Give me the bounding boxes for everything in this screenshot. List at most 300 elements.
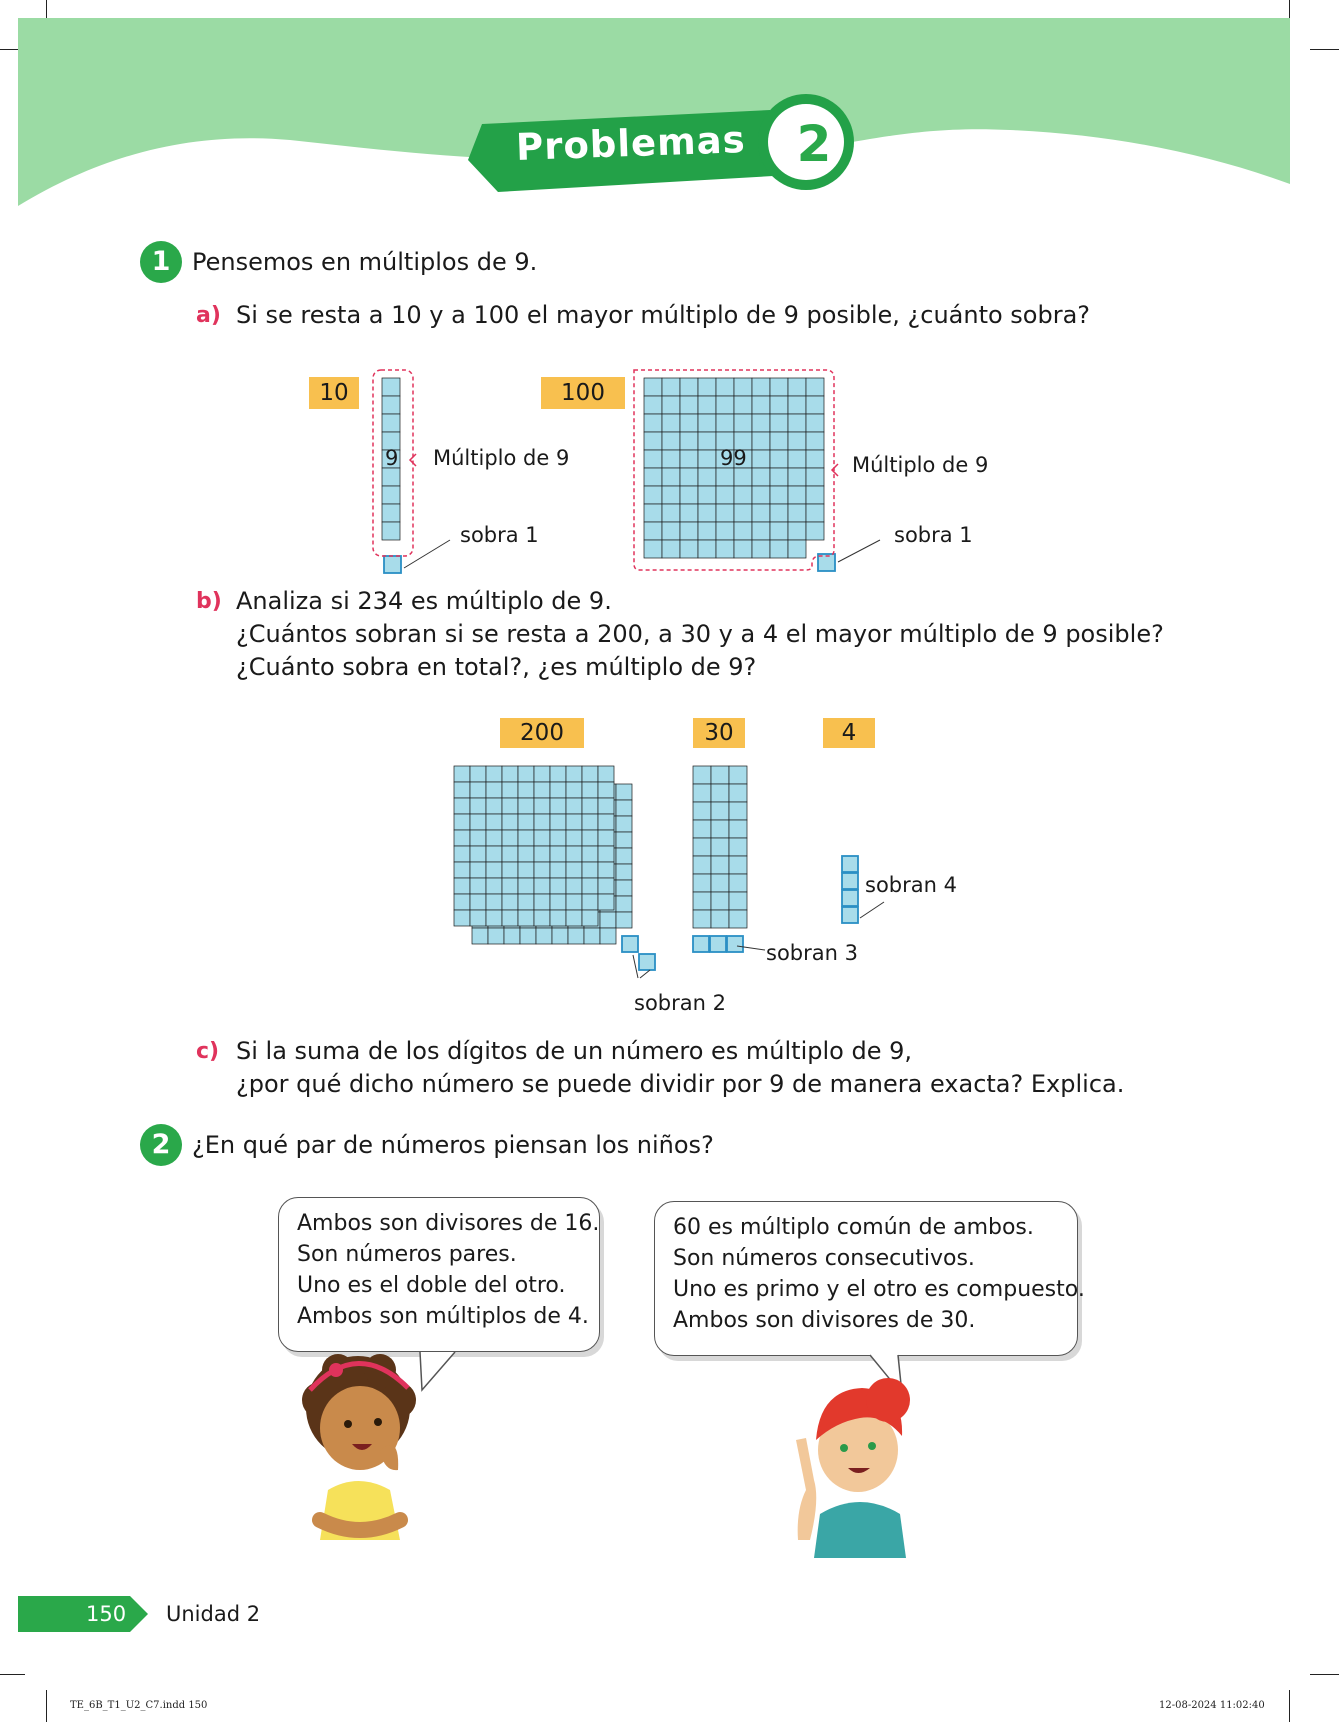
speech-bubble-left: [278, 1197, 600, 1352]
unit-block: [711, 838, 729, 856]
unit-block: [788, 540, 806, 558]
unit-block: [454, 766, 470, 782]
unit-block: [662, 468, 680, 486]
unit-block: [486, 910, 502, 926]
unit-block: [502, 798, 518, 814]
date-slug: 12-08-2024 11:02:40: [1159, 1700, 1265, 1711]
unit-block: [770, 468, 788, 486]
unit-block: [711, 856, 729, 874]
unit-block: [729, 892, 747, 910]
unit-block: [644, 414, 662, 432]
remainder-label-hundred: sobra 1: [894, 523, 973, 547]
bubble-line: Uno es el doble del otro.: [297, 1273, 566, 1298]
unit-block: [566, 782, 582, 798]
unit-block: [566, 766, 582, 782]
unit-block: [616, 896, 632, 912]
unit-block: [698, 414, 716, 432]
unit-block: [454, 830, 470, 846]
unit-block: [716, 414, 734, 432]
unit-block: [566, 814, 582, 830]
remainder-block: [842, 873, 858, 889]
unit-block: [716, 504, 734, 522]
unit-block: [598, 782, 614, 798]
unit-block: [616, 912, 632, 928]
unit-block: [598, 878, 614, 894]
unit-block: [716, 486, 734, 504]
remainder-block: [639, 954, 655, 970]
unit-block: [716, 540, 734, 558]
unit-block: [582, 830, 598, 846]
unit-block: [734, 504, 752, 522]
bar-value: 9: [385, 446, 399, 470]
unit-block: [711, 766, 729, 784]
remainder-label-four: sobran 4: [865, 873, 957, 897]
unit-block: [711, 802, 729, 820]
unit-block: [644, 396, 662, 414]
unit-block: [598, 830, 614, 846]
sub-letter-b: b): [196, 589, 222, 614]
unit-block: [566, 878, 582, 894]
unit-block: [600, 928, 616, 944]
unit-block: [382, 414, 400, 432]
unit-block: [806, 396, 824, 414]
unit-block: [518, 878, 534, 894]
unit-block: [752, 522, 770, 540]
girl-illustration: [302, 1354, 416, 1540]
title-label: Problemas: [515, 118, 747, 169]
tag-two-hundred: 200: [500, 718, 584, 748]
sub-text-b-line: Analiza si 234 es múltiplo de 9.: [236, 587, 612, 615]
sub-text-a: Si se resta a 10 y a 100 el mayor múltiplo de 9 posible, ¿cuánto sobra?: [236, 301, 1091, 329]
unit-block: [502, 910, 518, 926]
unit-block: [680, 378, 698, 396]
unit-block: [566, 798, 582, 814]
unit-block: [550, 878, 566, 894]
unit-block: [582, 814, 598, 830]
unit-block: [644, 468, 662, 486]
unit-block: [566, 894, 582, 910]
unit-block: [454, 846, 470, 862]
bubble-line: Ambos son múltiplos de 4.: [297, 1304, 589, 1329]
bar-ten: [382, 378, 401, 573]
unit-block: [486, 894, 502, 910]
unit-block: [454, 862, 470, 878]
unit-block: [644, 486, 662, 504]
unit-block: [662, 378, 680, 396]
unit-block: [502, 782, 518, 798]
remainder-label-two-hundred: sobran 2: [634, 991, 726, 1015]
unit-block: [616, 864, 632, 880]
boy-illustration: [796, 1378, 910, 1558]
unit-block: [662, 396, 680, 414]
unit-block: [770, 432, 788, 450]
unit-block: [644, 378, 662, 396]
multiple-label-hundred: Múltiplo de 9: [852, 453, 989, 477]
unit-block: [582, 878, 598, 894]
unit-label: Unidad 2: [166, 1602, 261, 1626]
unit-block: [518, 782, 534, 798]
unit-block: [788, 396, 806, 414]
unit-block: [693, 766, 711, 784]
question-number: 1: [140, 241, 182, 283]
unit-block: [729, 874, 747, 892]
unit-block: [598, 894, 614, 910]
unit-block: [616, 832, 632, 848]
unit-block: [770, 504, 788, 522]
unit-block: [582, 846, 598, 862]
unit-block: [806, 414, 824, 432]
grid-hundred: [644, 378, 835, 571]
unit-block: [662, 432, 680, 450]
sub-text-c-line: ¿por qué dicho número se puede dividir por 9 de manera exacta? Explica.: [236, 1070, 1125, 1098]
unit-block: [502, 878, 518, 894]
bubble-line: 60 es múltiplo común de ambos.: [673, 1215, 1034, 1240]
unit-block: [806, 486, 824, 504]
unit-block: [770, 486, 788, 504]
unit-block: [582, 894, 598, 910]
unit-block: [534, 798, 550, 814]
unit-block: [693, 856, 711, 874]
unit-block: [752, 378, 770, 396]
unit-block: [716, 396, 734, 414]
page-number: 150: [86, 1602, 127, 1626]
unit-block: [788, 450, 806, 468]
unit-block: [502, 862, 518, 878]
unit-block: [788, 522, 806, 540]
unit-block: [662, 504, 680, 522]
remainder-block: [842, 890, 858, 906]
unit-block: [680, 396, 698, 414]
unit-block: [470, 878, 486, 894]
unit-block: [486, 862, 502, 878]
unit-block: [698, 540, 716, 558]
bubble-line: Son números consecutivos.: [673, 1246, 975, 1271]
unit-block: [486, 814, 502, 830]
unit-block: [382, 486, 400, 504]
crop-mark: [1289, 1690, 1290, 1722]
tag-ten: 10: [309, 377, 359, 409]
unit-block: [693, 784, 711, 802]
unit-block: [550, 766, 566, 782]
unit-block: [752, 504, 770, 522]
unit-block: [454, 782, 470, 798]
unit-block: [734, 414, 752, 432]
section-title: [468, 92, 858, 192]
unit-block: [382, 396, 400, 414]
unit-block: [734, 378, 752, 396]
unit-block: [518, 766, 534, 782]
remainder-block: [622, 936, 638, 952]
unit-block: [488, 928, 504, 944]
unit-block: [582, 910, 598, 926]
unit-block: [644, 432, 662, 450]
unit-block: [680, 468, 698, 486]
question-number: 2: [140, 1124, 182, 1166]
unit-block: [693, 874, 711, 892]
unit-block: [382, 522, 400, 540]
unit-block: [502, 846, 518, 862]
page-number-tab: [18, 1596, 148, 1632]
title-number: 2: [796, 115, 832, 173]
unit-block: [568, 928, 584, 944]
remainder-block: [727, 936, 743, 952]
unit-block: [680, 414, 698, 432]
unit-block: [693, 802, 711, 820]
unit-block: [752, 414, 770, 432]
unit-block: [470, 766, 486, 782]
unit-block: [680, 450, 698, 468]
unit-block: [454, 878, 470, 894]
unit-block: [536, 928, 552, 944]
unit-block: [788, 468, 806, 486]
unit-block: [662, 522, 680, 540]
unit-block: [616, 816, 632, 832]
unit-block: [470, 782, 486, 798]
unit-block: [729, 820, 747, 838]
unit-block: [716, 378, 734, 396]
unit-block: [534, 782, 550, 798]
unit-block: [566, 830, 582, 846]
unit-block: [698, 468, 716, 486]
bubble-line: Uno es primo y el otro es compuesto.: [673, 1277, 1085, 1302]
unit-block: [518, 910, 534, 926]
unit-block: [752, 432, 770, 450]
bubble-line: Ambos son divisores de 16.: [297, 1211, 600, 1236]
unit-block: [734, 522, 752, 540]
sub-text-c-line: Si la suma de los dígitos de un número es múltiplo de 9,: [236, 1037, 912, 1065]
multiple-label-ten: Múltiplo de 9: [433, 446, 570, 470]
unit-block: [470, 830, 486, 846]
unit-block: [534, 814, 550, 830]
unit-block: [598, 814, 614, 830]
speech-bubble-right: [654, 1201, 1085, 1356]
unit-block: [806, 468, 824, 486]
unit-block: [693, 838, 711, 856]
unit-block: [582, 782, 598, 798]
unit-block: [680, 486, 698, 504]
bubble-line: Son números pares.: [297, 1242, 517, 1267]
unit-block: [729, 856, 747, 874]
unit-block: [644, 450, 662, 468]
remainder-label-thirty: sobran 3: [766, 941, 858, 965]
unit-block: [711, 874, 729, 892]
unit-block: [752, 450, 770, 468]
sub-text-b-line: ¿Cuántos sobran si se resta a 200, a 30 y a 4 el mayor múltiplo de 9 posible?: [236, 620, 1164, 648]
unit-block: [662, 540, 680, 558]
unit-block: [518, 862, 534, 878]
unit-block: [616, 880, 632, 896]
unit-block: [550, 782, 566, 798]
unit-block: [518, 894, 534, 910]
unit-block: [698, 432, 716, 450]
unit-block: [788, 432, 806, 450]
unit-block: [752, 540, 770, 558]
unit-block: [550, 862, 566, 878]
unit-block: [698, 522, 716, 540]
unit-block: [566, 862, 582, 878]
unit-block: [518, 814, 534, 830]
unit-block: [711, 910, 729, 928]
unit-block: [788, 504, 806, 522]
unit-block: [454, 814, 470, 830]
unit-block: [552, 928, 568, 944]
remainder-label-ten: sobra 1: [460, 523, 539, 547]
unit-block: [454, 910, 470, 926]
unit-block: [734, 486, 752, 504]
tag-hundred: 100: [541, 377, 625, 409]
bubble-line: Ambos son divisores de 30.: [673, 1308, 976, 1333]
unit-block: [518, 830, 534, 846]
unit-block: [752, 468, 770, 486]
unit-block: [680, 504, 698, 522]
unit-block: [486, 878, 502, 894]
unit-block: [698, 450, 716, 468]
unit-block: [470, 894, 486, 910]
remainder-block: [384, 556, 401, 573]
unit-block: [698, 378, 716, 396]
unit-block: [534, 878, 550, 894]
unit-block: [680, 522, 698, 540]
tag-four: 4: [823, 718, 875, 748]
unit-block: [582, 798, 598, 814]
unit-block: [788, 414, 806, 432]
unit-block: [734, 396, 752, 414]
unit-block: [550, 830, 566, 846]
unit-block: [770, 396, 788, 414]
unit-block: [534, 830, 550, 846]
unit-block: [598, 846, 614, 862]
unit-block: [534, 766, 550, 782]
unit-block: [472, 928, 488, 944]
sub-text-b-line: ¿Cuánto sobra en total?, ¿es múltiplo de 9?: [236, 653, 757, 681]
unit-block: [806, 522, 824, 540]
unit-block: [734, 540, 752, 558]
unit-block: [598, 798, 614, 814]
unit-block: [693, 892, 711, 910]
unit-block: [550, 814, 566, 830]
unit-block: [770, 450, 788, 468]
unit-block: [502, 830, 518, 846]
unit-block: [729, 784, 747, 802]
unit-block: [698, 396, 716, 414]
unit-block: [566, 846, 582, 862]
unit-block: [486, 798, 502, 814]
unit-block: [770, 540, 788, 558]
grid-value: 99: [720, 446, 747, 470]
crop-mark: [0, 1674, 25, 1675]
unit-block: [598, 766, 614, 782]
unit-block: [711, 784, 729, 802]
sub-letter-c: c): [196, 1039, 220, 1064]
unit-block: [662, 486, 680, 504]
unit-block: [698, 486, 716, 504]
unit-block: [806, 432, 824, 450]
unit-block: [550, 846, 566, 862]
unit-block: [502, 814, 518, 830]
unit-block: [534, 910, 550, 926]
unit-block: [382, 378, 400, 396]
unit-block: [693, 820, 711, 838]
unit-block: [454, 798, 470, 814]
unit-block: [693, 910, 711, 928]
unit-block: [566, 910, 582, 926]
file-slug: TE_6B_T1_U2_C7.indd 150: [70, 1700, 208, 1711]
unit-block: [644, 540, 662, 558]
unit-block: [644, 504, 662, 522]
unit-block: [680, 540, 698, 558]
unit-block: [518, 846, 534, 862]
unit-block: [470, 862, 486, 878]
unit-block: [470, 846, 486, 862]
unit-block: [518, 798, 534, 814]
unit-block: [470, 814, 486, 830]
unit-block: [534, 846, 550, 862]
remainder-block: [842, 907, 858, 923]
unit-block: [662, 450, 680, 468]
remainder-block: [710, 936, 726, 952]
unit-block: [680, 432, 698, 450]
unit-block: [470, 910, 486, 926]
figure-b: [440, 750, 980, 980]
unit-block: [598, 862, 614, 878]
unit-block: [600, 912, 616, 928]
unit-block: [582, 862, 598, 878]
unit-block: [520, 928, 536, 944]
unit-block: [662, 414, 680, 432]
bar-four: [842, 856, 858, 923]
unit-block: [770, 414, 788, 432]
unit-block: [534, 894, 550, 910]
grid-two-hundred: [454, 766, 655, 970]
unit-block: [644, 522, 662, 540]
unit-block: [616, 784, 632, 800]
unit-block: [550, 894, 566, 910]
unit-block: [729, 802, 747, 820]
unit-block: [486, 782, 502, 798]
illustration: [280, 1340, 1000, 1570]
grid-thirty: [693, 766, 747, 952]
unit-block: [729, 838, 747, 856]
unit-block: [502, 894, 518, 910]
unit-block: [502, 766, 518, 782]
unit-block: [486, 830, 502, 846]
unit-block: [616, 800, 632, 816]
unit-block: [806, 504, 824, 522]
unit-block: [806, 450, 824, 468]
unit-block: [382, 504, 400, 522]
unit-block: [470, 798, 486, 814]
question-text: ¿En qué par de números piensan los niños?: [192, 1131, 714, 1159]
unit-block: [711, 820, 729, 838]
unit-block: [698, 504, 716, 522]
tag-thirty: 30: [693, 718, 745, 748]
unit-block: [752, 396, 770, 414]
unit-block: [711, 892, 729, 910]
unit-block: [504, 928, 520, 944]
remainder-block: [693, 936, 709, 952]
unit-block: [584, 928, 600, 944]
question-text: Pensemos en múltiplos de 9.: [192, 248, 538, 276]
unit-block: [806, 378, 824, 396]
unit-block: [788, 378, 806, 396]
unit-block: [616, 848, 632, 864]
unit-block: [550, 910, 566, 926]
unit-block: [486, 766, 502, 782]
unit-block: [770, 378, 788, 396]
crop-mark: [1310, 1674, 1339, 1675]
unit-block: [770, 522, 788, 540]
sub-letter-a: a): [196, 303, 221, 328]
